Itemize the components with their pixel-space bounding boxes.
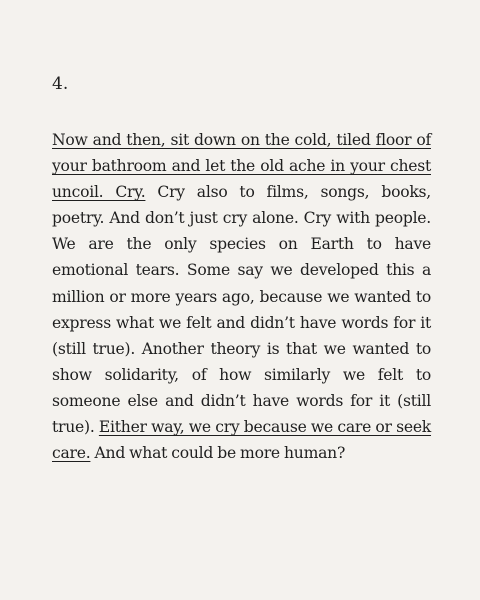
underlined-sentence-1: Now and then, sit down on the cold, tiled floor of your bathroom and let the old ache in your chest uncoil. Cry. <box>52 131 431 202</box>
passage-body: Cry also to films, songs, books, poetry. And don’t just cry alone. Cry with people. We are the only species on Earth to have emotional tears. Some say we developed this a million or more years ago, because we wanted to express what we felt and didn’t have words for it (still true). Another theory is that we wanted to show solidarity, of how similarly we felt to someone else and didn’t have words for it (still true). <box>52 183 432 437</box>
section-number: 4. <box>52 74 69 94</box>
passage-ending: And what could be more human? <box>90 444 346 463</box>
underlined-sentence-2: Either way, we cry because we care or seek care. <box>52 418 432 463</box>
passage-text <box>52 127 431 466</box>
